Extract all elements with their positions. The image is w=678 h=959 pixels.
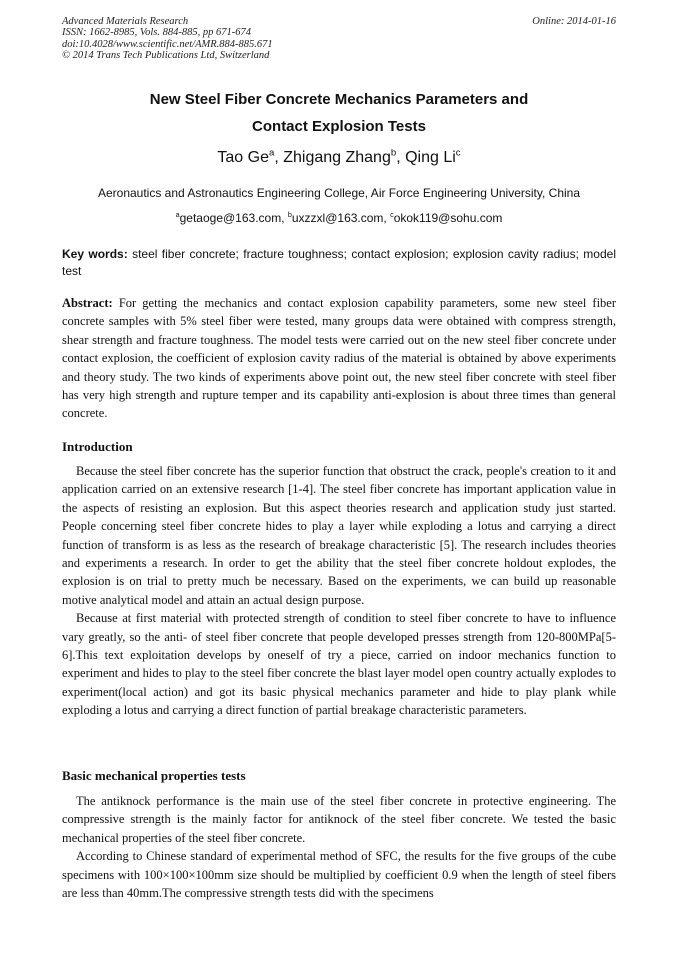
issn-line: ISSN: 1662-8985, Vols. 884-885, pp 671-674	[62, 27, 251, 38]
basic-tests-body	[62, 792, 616, 902]
author: Qing Li$^c$	[405, 147, 461, 166]
paragraph: Because the steel fiber concrete has the superior function that obstruct the crack, people's creation to it and application carried on an extensive research [1-4]. The steel fiber concrete has important application value in the aspects of resisting an explosion. But this aspect theories research and application study just started. People concerning steel fiber concrete hides to play a layer while exploding a lotus and carrying a direct function of transform is as less as the research of breakage characteristic [5]. The research includes theories and experiments a research. In order to get the ability that the steel fiber concrete holdout explodes, the explosion is on trial to pretty much be necessary. Based on the experiments, we can build up reasonable motive analytical model and attain an actual design purpose.	[62, 464, 616, 607]
email: $^b$uxzzxl@163.com,	[287, 210, 391, 225]
email-list	[62, 211, 616, 225]
paper-title-line-1: New Steel Fiber Concrete Mechanics Parameters and	[149, 91, 529, 108]
affiliation: Aeronautics and Astronautics Engineering College, Air Force Engineering University, China	[97, 186, 581, 200]
keywords-text: steel fiber concrete; fracture toughness; contact explosion; explosion cavity radius; model test	[62, 247, 616, 278]
keywords	[62, 246, 616, 280]
paragraph: Because at first material with protected strength of condition to steel fiber concrete to have to influence vary greatly, so the anti- of steel fiber concrete that people developed presses strength from 120-800MPa[5-6].This text exploitation develops by oneself of try a piece, carried on indoor mechanics function to experiment and hides to play to the steel fiber concrete the blast layer model open country actually explodes to experiment(local action) and got its basic physical mechanics parameter and hide to play plank while exploding a lotus and carrying a direct function of partial breakage characteristic parameters.	[62, 611, 616, 718]
abstract	[62, 294, 616, 423]
email: $^a$getaoge@163.com,	[175, 210, 288, 225]
paper-title-line-2: Contact Explosion Tests	[252, 118, 426, 135]
author: Zhigang Zhang$^b$,	[283, 147, 406, 166]
section-heading-introduction: Introduction	[62, 439, 133, 454]
journal-name: Advanced Materials Research	[62, 16, 189, 27]
author: Tao Ge$^a$,	[217, 147, 284, 166]
paragraph: According to Chinese standard of experimental method of SFC, the results for the five groups of the cube specimens with 100×100×100mm size should be multiplied by coefficient 0.9 when the length of steel fibers are less than 40mm.The compressive strength tests did with the specimens	[62, 849, 616, 901]
section-heading-basic-mechanical: Basic mechanical properties tests	[62, 768, 246, 783]
online-date: Online: 2014-01-16	[532, 16, 616, 27]
introduction-body	[62, 462, 616, 720]
author-list	[62, 149, 616, 167]
doi-line: doi:10.4028/www.scientific.net/AMR.884-885.671	[62, 39, 273, 50]
copyright-line: © 2014 Trans Tech Publications Ltd, Switzerland	[62, 50, 270, 61]
abstract-label: Abstract:	[62, 296, 113, 310]
keywords-label: Key words:	[62, 247, 128, 261]
paragraph: The antiknock performance is the main use of the steel fiber concrete in protective engineering. The compressive strength is the mainly factor for antiknock of the steel fiber concrete. We tested the basic mechanical properties of the steel fiber concrete.	[62, 794, 616, 845]
email: $^c$okok119@sohu.com	[390, 210, 503, 225]
abstract-text: For getting the mechanics and contact explosion capability parameters, some new steel fiber concrete samples with 5% steel fiber were tested, many groups data were obtained with compress strength, shear strength and fracture toughness. The model tests were carried out on the new steel fiber concrete under contact explosion, the coefficient of explosion cavity radius of the material is obtained by above experiments and theory study. The two kinds of experiments above point out, the new steel fiber concrete with steel fiber has very high strength and rupture temper and its capability anti-explosion is about three times than general concrete.	[62, 296, 617, 421]
